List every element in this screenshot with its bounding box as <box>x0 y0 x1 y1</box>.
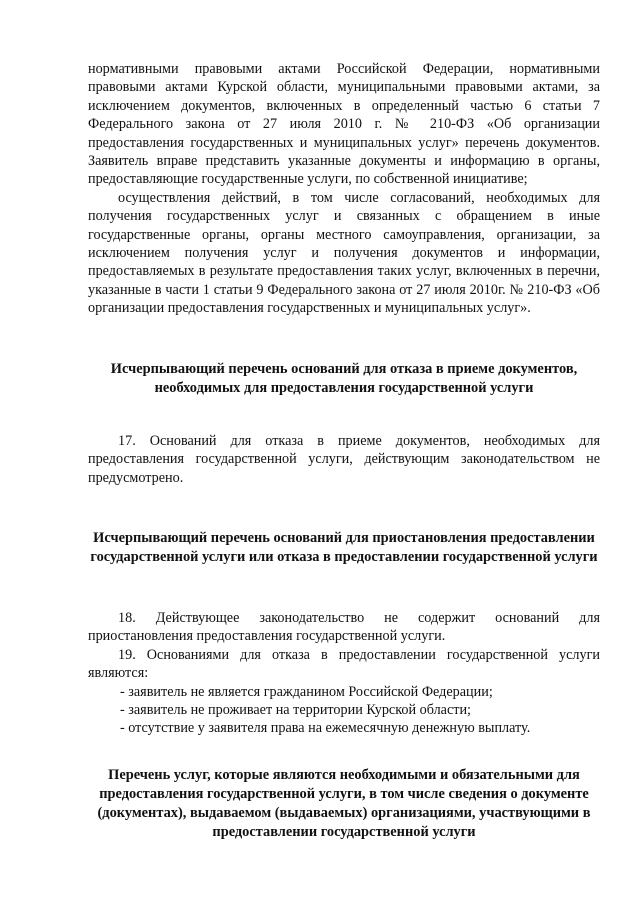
list-item: - заявитель не проживает на территории Курской области; <box>120 701 471 718</box>
paragraph-19: 19. Основаниями для отказа в предоставлении государственной услуги являются: <box>88 646 600 682</box>
spacer <box>88 398 600 432</box>
spacer <box>88 487 600 529</box>
paragraph-17: 17. Оснований для отказа в приеме документов, необходимых для предоставления государственной услуги, действующим законодательством не предусмотрено. <box>88 432 600 486</box>
paragraph-18: 18. Действующее законодательство не содержит оснований для приостановления предоставления государственной услуги. <box>88 609 600 645</box>
heading-required-services: Перечень услуг, которые являются необходимыми и обязательными для предоставления государственной услуги, в том числе сведения о документе (документах), выдаваемом (выдаваемых) организациями, участвующими в предоставлении государственной услуги <box>97 766 591 840</box>
spacer <box>88 567 600 609</box>
list-item: - отсутствие у заявителя права на ежемесячную денежную выплату. <box>120 720 531 737</box>
list-item: - заявитель не является гражданином Российской Федерации; <box>120 683 493 700</box>
document-body <box>88 60 600 842</box>
spacer <box>88 738 600 766</box>
heading-refusal-grounds: Исчерпывающий перечень оснований для отказа в приеме документов, необходимых для предоставления государственной услуги <box>110 360 578 396</box>
heading-suspension-grounds: Исчерпывающий перечень оснований для приостановления предоставлении государственной услуги или отказа в предоставлении государственной услуги <box>90 529 598 565</box>
paragraph-intro: нормативными правовыми актами Российской Федерации, нормативными правовыми актами Курской области, муниципальными правовыми актами, за исключением документов, включенных в определенный частью 6 статьи 7 Федерального закона от 27 июля 2010 г. № 210-ФЗ «Об организации предоставления государственных и муниципальных услуг» перечень документов. Заявитель вправе представить указанные документы и информацию в органы, предоставляющие государственные услуги, по собственной инициативе; <box>88 61 600 188</box>
paragraph-actions: осуществления действий, в том числе согласований, необходимых для получения государственных услуг и связанных с обращением в иные государственные органы, органы местного самоуправления, организации, за исключением получения услуг и получения документов и информации, предоставляемых в результате предоставления таких услуг, включенных в перечни, указанные в части 1 статьи 9 Федерального закона от 27 июля 2010г. № 210-ФЗ «Об организации предоставления государственных и муниципальных услуг». <box>88 189 600 317</box>
spacer <box>88 318 600 360</box>
